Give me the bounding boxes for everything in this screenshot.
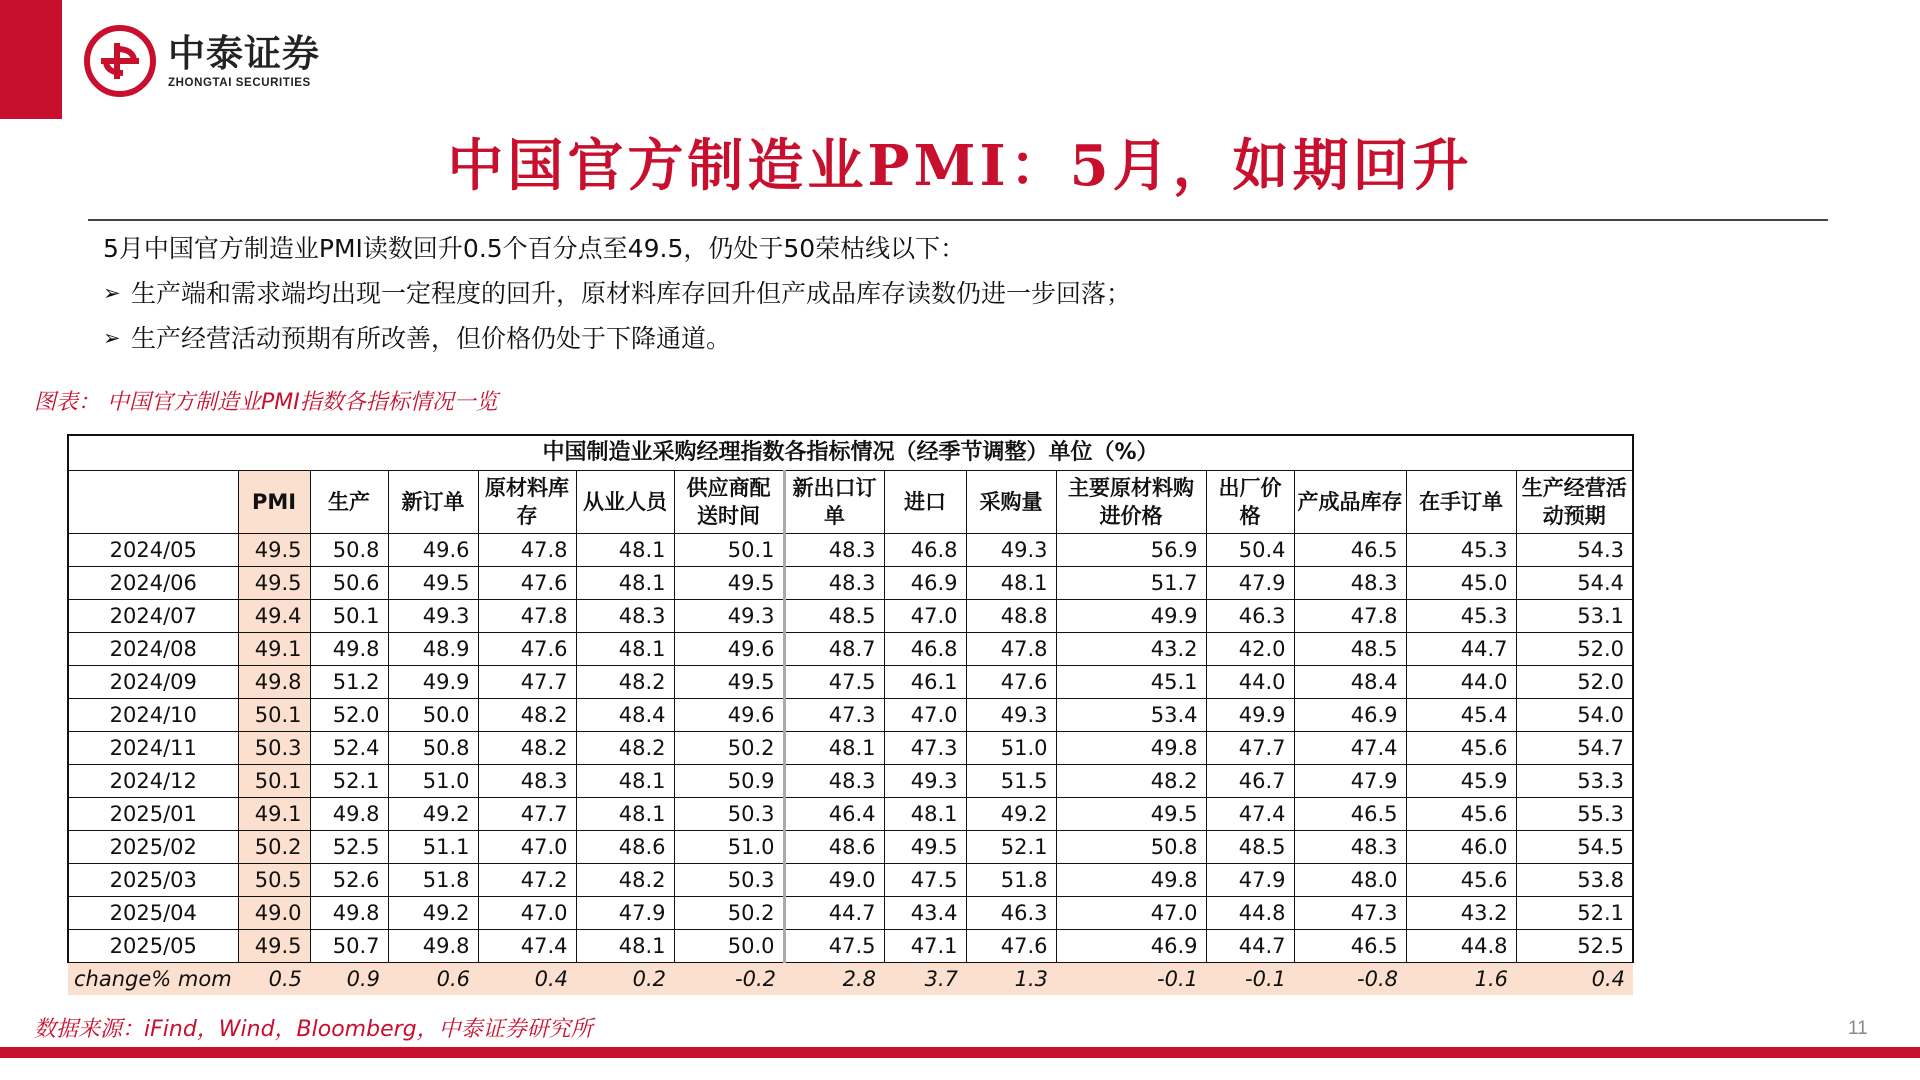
corner-accent-bar xyxy=(0,0,62,119)
table-cell: 49.8 xyxy=(310,897,388,930)
table-cell: 48.4 xyxy=(576,699,674,732)
table-cell: 48.3 xyxy=(1294,831,1406,864)
table-cell: 52.0 xyxy=(310,699,388,732)
pmi-cell: 50.1 xyxy=(238,699,310,732)
table-cell: 49.8 xyxy=(388,930,478,963)
table-row xyxy=(68,600,1633,633)
table-cell: 51.8 xyxy=(388,864,478,897)
brand-name-cn: 中泰证券 xyxy=(168,32,320,75)
table-cell: 44.7 xyxy=(1206,930,1294,963)
table-row xyxy=(68,765,1633,798)
table-cell: 46.5 xyxy=(1294,798,1406,831)
table-cell: 48.2 xyxy=(576,864,674,897)
summary-bullet-text: 生产端和需求端均出现一定程度的回升，原材料库存回升但产成品库存读数仍进一步回落； xyxy=(131,279,1132,308)
table-cell: 49.8 xyxy=(310,798,388,831)
table-cell: 54.5 xyxy=(1516,831,1633,864)
table-cell: 49.9 xyxy=(1206,699,1294,732)
table-cell: 52.0 xyxy=(1516,666,1633,699)
table-cell: 49.2 xyxy=(966,798,1056,831)
page-number: 11 xyxy=(1848,1018,1868,1039)
table-cell: 47.3 xyxy=(784,699,884,732)
table-cell: 49.6 xyxy=(674,699,784,732)
arrow-bullet-icon: ➢ xyxy=(103,281,121,305)
table-cell: 49.3 xyxy=(966,534,1056,567)
table-cell: 46.8 xyxy=(884,534,966,567)
table-cell: 50.4 xyxy=(1206,534,1294,567)
data-source: 数据来源：iFind，Wind，Bloomberg，中泰证券研究所 xyxy=(34,1017,593,1042)
table-cell: 54.0 xyxy=(1516,699,1633,732)
pmi-cell: 49.4 xyxy=(238,600,310,633)
row-date-cell: 2025/05 xyxy=(68,930,238,963)
table-cell: 51.2 xyxy=(310,666,388,699)
table-cell: 52.5 xyxy=(1516,930,1633,963)
row-date-cell: 2025/03 xyxy=(68,864,238,897)
table-cell: 49.9 xyxy=(388,666,478,699)
table-row xyxy=(68,699,1633,732)
table-cell: 49.3 xyxy=(966,699,1056,732)
table-cell: 52.1 xyxy=(310,765,388,798)
table-cell: 50.7 xyxy=(310,930,388,963)
table-cell: 46.9 xyxy=(884,567,966,600)
table-cell: 46.9 xyxy=(1056,930,1206,963)
table-row xyxy=(68,534,1633,567)
table-cell: 45.9 xyxy=(1406,765,1516,798)
table-cell: 49.5 xyxy=(1056,798,1206,831)
table-cell: 50.0 xyxy=(388,699,478,732)
table-cell: 48.3 xyxy=(784,534,884,567)
table-cell: 55.3 xyxy=(1516,798,1633,831)
change-cell: -0.8 xyxy=(1294,963,1406,996)
column-header: 采购量 xyxy=(966,471,1056,534)
table-cell: 47.7 xyxy=(478,798,576,831)
pmi-cell: 50.3 xyxy=(238,732,310,765)
table-cell: 51.0 xyxy=(388,765,478,798)
table-cell: 56.9 xyxy=(1056,534,1206,567)
summary-intro: 5月中国官方制造业PMI读数回升0.5个百分点至49.5，仍处于50荣枯线以下： xyxy=(103,234,966,263)
table-cell: 48.1 xyxy=(576,930,674,963)
table-cell: 49.5 xyxy=(388,567,478,600)
table-cell: 47.0 xyxy=(1056,897,1206,930)
table-cell: 51.1 xyxy=(388,831,478,864)
table-cell: 48.0 xyxy=(1294,864,1406,897)
table-cell: 46.8 xyxy=(884,633,966,666)
table-cell: 47.7 xyxy=(1206,732,1294,765)
title-divider xyxy=(88,219,1828,221)
table-cell: 53.3 xyxy=(1516,765,1633,798)
row-date-cell: 2024/05 xyxy=(68,534,238,567)
table-cell: 48.4 xyxy=(1294,666,1406,699)
table-cell: 43.4 xyxy=(884,897,966,930)
table-cell: 53.4 xyxy=(1056,699,1206,732)
table-cell: 48.2 xyxy=(576,732,674,765)
table-cell: 50.2 xyxy=(674,732,784,765)
table-cell: 46.5 xyxy=(1294,534,1406,567)
table-cell: 48.3 xyxy=(784,765,884,798)
change-cell: -0.2 xyxy=(674,963,784,996)
table-cell: 51.7 xyxy=(1056,567,1206,600)
table-cell: 49.8 xyxy=(1056,732,1206,765)
pmi-cell: 49.5 xyxy=(238,567,310,600)
table-cell: 45.0 xyxy=(1406,567,1516,600)
table-cell: 48.1 xyxy=(884,798,966,831)
pmi-cell: 50.2 xyxy=(238,831,310,864)
table-cell: 47.1 xyxy=(884,930,966,963)
table-cell: 47.9 xyxy=(576,897,674,930)
table-cell: 50.8 xyxy=(388,732,478,765)
table-cell: 47.6 xyxy=(478,633,576,666)
table-cell: 48.3 xyxy=(576,600,674,633)
table-cell: 48.1 xyxy=(576,534,674,567)
change-cell: 0.6 xyxy=(388,963,478,996)
change-cell: 0.9 xyxy=(310,963,388,996)
pmi-cell: 49.8 xyxy=(238,666,310,699)
table-cell: 48.9 xyxy=(388,633,478,666)
table-cell: 50.0 xyxy=(674,930,784,963)
table-cell: 50.3 xyxy=(674,864,784,897)
figure-caption: 图表： 中国官方制造业PMI指数各指标情况一览 xyxy=(34,390,498,415)
table-cell: 54.3 xyxy=(1516,534,1633,567)
table-cell: 50.6 xyxy=(310,567,388,600)
table-row xyxy=(68,732,1633,765)
change-cell: 0.4 xyxy=(478,963,576,996)
table-cell: 46.9 xyxy=(1294,699,1406,732)
table-cell: 45.3 xyxy=(1406,534,1516,567)
table-cell: 45.6 xyxy=(1406,732,1516,765)
table-cell: 49.6 xyxy=(388,534,478,567)
table-cell: 52.5 xyxy=(310,831,388,864)
table-cell: 48.1 xyxy=(576,567,674,600)
table-cell: 50.1 xyxy=(310,600,388,633)
brand-logo xyxy=(84,25,320,97)
table-cell: 51.0 xyxy=(674,831,784,864)
table-cell: 45.3 xyxy=(1406,600,1516,633)
table-cell: 44.8 xyxy=(1406,930,1516,963)
table-cell: 52.4 xyxy=(310,732,388,765)
table-cell: 45.6 xyxy=(1406,798,1516,831)
change-row-label: change% mom xyxy=(68,963,238,996)
table-cell: 44.7 xyxy=(1406,633,1516,666)
table-cell: 47.8 xyxy=(966,633,1056,666)
table-cell: 47.0 xyxy=(478,831,576,864)
table-cell: 48.1 xyxy=(784,732,884,765)
table-row xyxy=(68,798,1633,831)
table-cell: 47.8 xyxy=(478,600,576,633)
table-header-row xyxy=(68,471,1633,534)
table-cell: 49.8 xyxy=(310,633,388,666)
table-cell: 48.6 xyxy=(784,831,884,864)
table-caption: 中国制造业采购经理指数各指标情况（经季节调整）单位（%） xyxy=(67,434,1634,470)
change-cell: 0.4 xyxy=(1516,963,1633,996)
table-cell: 44.8 xyxy=(1206,897,1294,930)
table-cell: 47.2 xyxy=(478,864,576,897)
table-cell: 47.7 xyxy=(478,666,576,699)
change-cell: 1.6 xyxy=(1406,963,1516,996)
table-cell: 49.9 xyxy=(1056,600,1206,633)
page-title: 中国官方制造业PMI：5月，如期回升 xyxy=(447,133,1473,199)
table-cell: 48.1 xyxy=(576,765,674,798)
table-cell: 45.4 xyxy=(1406,699,1516,732)
table-cell: 45.1 xyxy=(1056,666,1206,699)
table-row xyxy=(68,897,1633,930)
table-row xyxy=(68,930,1633,963)
table-cell: 46.4 xyxy=(784,798,884,831)
table-row xyxy=(68,831,1633,864)
table-cell: 49.2 xyxy=(388,897,478,930)
table-cell: 46.7 xyxy=(1206,765,1294,798)
pmi-cell: 50.1 xyxy=(238,765,310,798)
table-cell: 49.8 xyxy=(1056,864,1206,897)
table-cell: 47.9 xyxy=(1294,765,1406,798)
row-date-cell: 2024/10 xyxy=(68,699,238,732)
change-cell: 3.7 xyxy=(884,963,966,996)
arrow-bullet-icon: ➢ xyxy=(103,326,121,350)
table-row xyxy=(68,633,1633,666)
zhongtai-logo-icon xyxy=(84,25,156,97)
table-cell: 46.3 xyxy=(966,897,1056,930)
brand-name-en: ZHONGTAI SECURITIES xyxy=(168,77,311,89)
column-header: 主要原材料购进价格 xyxy=(1056,471,1206,534)
table-cell: 44.7 xyxy=(784,897,884,930)
column-header: 从业人员 xyxy=(576,471,674,534)
table-cell: 44.0 xyxy=(1206,666,1294,699)
change-cell: 1.3 xyxy=(966,963,1056,996)
table-row xyxy=(68,567,1633,600)
table-cell: 52.6 xyxy=(310,864,388,897)
pmi-cell: 50.5 xyxy=(238,864,310,897)
change-cell: 0.5 xyxy=(238,963,310,996)
table-cell: 50.9 xyxy=(674,765,784,798)
pmi-cell: 49.1 xyxy=(238,798,310,831)
pmi-cell: 49.5 xyxy=(238,534,310,567)
table-cell: 48.5 xyxy=(1294,633,1406,666)
table-cell: 48.3 xyxy=(784,567,884,600)
footer-accent-bar xyxy=(0,1047,1920,1058)
table-cell: 48.7 xyxy=(784,633,884,666)
row-date-cell: 2024/12 xyxy=(68,765,238,798)
summary-bullet xyxy=(103,271,1131,316)
table-row xyxy=(68,864,1633,897)
table-cell: 52.0 xyxy=(1516,633,1633,666)
row-date-cell: 2024/06 xyxy=(68,567,238,600)
table-cell: 54.7 xyxy=(1516,732,1633,765)
table-cell: 53.8 xyxy=(1516,864,1633,897)
table-cell: 47.6 xyxy=(966,666,1056,699)
table-cell: 47.5 xyxy=(784,930,884,963)
column-header: PMI xyxy=(238,471,310,534)
pmi-cell: 49.5 xyxy=(238,930,310,963)
pmi-cell: 49.0 xyxy=(238,897,310,930)
table-row xyxy=(68,666,1633,699)
table-cell: 49.5 xyxy=(674,666,784,699)
table-cell: 50.8 xyxy=(1056,831,1206,864)
column-header: 产成品库存 xyxy=(1294,471,1406,534)
table-cell: 50.2 xyxy=(674,897,784,930)
table-cell: 51.8 xyxy=(966,864,1056,897)
change-cell: -0.1 xyxy=(1056,963,1206,996)
table-cell: 48.6 xyxy=(576,831,674,864)
summary-bullet-text: 生产经营活动预期有所改善，但价格仍处于下降通道。 xyxy=(131,324,732,353)
table-cell: 47.5 xyxy=(784,666,884,699)
column-header: 原材料库存 xyxy=(478,471,576,534)
table-cell: 49.3 xyxy=(884,765,966,798)
table-cell: 49.2 xyxy=(388,798,478,831)
table-cell: 49.3 xyxy=(388,600,478,633)
column-header: 在手订单 xyxy=(1406,471,1516,534)
table-cell: 50.1 xyxy=(674,534,784,567)
table-cell: 48.5 xyxy=(1206,831,1294,864)
table-cell: 48.1 xyxy=(576,633,674,666)
summary-bullet xyxy=(103,316,1131,361)
column-header: 进口 xyxy=(884,471,966,534)
column-header: 生产经营活动预期 xyxy=(1516,471,1633,534)
table-cell: 48.1 xyxy=(576,798,674,831)
column-header: 供应商配送时间 xyxy=(674,471,784,534)
table-cell: 49.5 xyxy=(674,567,784,600)
table-cell: 47.0 xyxy=(884,600,966,633)
table-cell: 48.3 xyxy=(478,765,576,798)
pmi-table-container xyxy=(67,434,1632,995)
table-cell: 51.5 xyxy=(966,765,1056,798)
table-cell: 50.3 xyxy=(674,798,784,831)
table-cell: 47.6 xyxy=(478,567,576,600)
table-cell: 48.3 xyxy=(1294,567,1406,600)
table-body xyxy=(68,534,1633,996)
table-cell: 47.3 xyxy=(884,732,966,765)
row-date-cell: 2025/02 xyxy=(68,831,238,864)
table-cell: 48.2 xyxy=(576,666,674,699)
table-cell: 47.0 xyxy=(478,897,576,930)
table-cell: 47.4 xyxy=(1294,732,1406,765)
column-header: 生产 xyxy=(310,471,388,534)
table-cell: 49.0 xyxy=(784,864,884,897)
table-cell: 50.8 xyxy=(310,534,388,567)
row-date-cell: 2025/04 xyxy=(68,897,238,930)
row-date-cell: 2024/11 xyxy=(68,732,238,765)
table-cell: 47.8 xyxy=(478,534,576,567)
table-cell: 47.9 xyxy=(1206,567,1294,600)
table-cell: 48.8 xyxy=(966,600,1056,633)
table-cell: 52.1 xyxy=(1516,897,1633,930)
row-date-cell: 2024/09 xyxy=(68,666,238,699)
change-cell: 2.8 xyxy=(784,963,884,996)
table-cell: 48.1 xyxy=(966,567,1056,600)
column-header: 出厂价格 xyxy=(1206,471,1294,534)
row-date-cell: 2024/07 xyxy=(68,600,238,633)
table-cell: 46.1 xyxy=(884,666,966,699)
table-cell: 43.2 xyxy=(1406,897,1516,930)
table-cell: 49.6 xyxy=(674,633,784,666)
pmi-cell: 49.1 xyxy=(238,633,310,666)
table-cell: 46.5 xyxy=(1294,930,1406,963)
change-cell: -0.1 xyxy=(1206,963,1294,996)
table-cell: 53.1 xyxy=(1516,600,1633,633)
column-header: 新出口订单 xyxy=(784,471,884,534)
table-cell: 52.1 xyxy=(966,831,1056,864)
table-cell: 48.2 xyxy=(1056,765,1206,798)
table-cell: 47.0 xyxy=(884,699,966,732)
table-cell: 47.5 xyxy=(884,864,966,897)
table-cell: 46.3 xyxy=(1206,600,1294,633)
pmi-table xyxy=(67,434,1634,995)
summary-block xyxy=(103,226,1131,361)
table-cell: 47.6 xyxy=(966,930,1056,963)
row-date-cell: 2024/08 xyxy=(68,633,238,666)
table-cell: 47.9 xyxy=(1206,864,1294,897)
change-mom-row xyxy=(68,963,1633,996)
table-cell: 47.3 xyxy=(1294,897,1406,930)
table-cell: 45.6 xyxy=(1406,864,1516,897)
table-cell: 47.8 xyxy=(1294,600,1406,633)
table-cell: 43.2 xyxy=(1056,633,1206,666)
table-cell: 49.3 xyxy=(674,600,784,633)
table-cell: 54.4 xyxy=(1516,567,1633,600)
change-cell: 0.2 xyxy=(576,963,674,996)
table-cell: 47.4 xyxy=(1206,798,1294,831)
table-cell: 47.4 xyxy=(478,930,576,963)
table-cell: 49.5 xyxy=(884,831,966,864)
table-cell: 42.0 xyxy=(1206,633,1294,666)
table-cell: 48.2 xyxy=(478,699,576,732)
table-cell: 48.5 xyxy=(784,600,884,633)
table-cell: 51.0 xyxy=(966,732,1056,765)
table-cell: 48.2 xyxy=(478,732,576,765)
header-cell-blank xyxy=(68,471,238,534)
column-header: 新订单 xyxy=(388,471,478,534)
table-cell: 44.0 xyxy=(1406,666,1516,699)
table-cell: 46.0 xyxy=(1406,831,1516,864)
row-date-cell: 2025/01 xyxy=(68,798,238,831)
